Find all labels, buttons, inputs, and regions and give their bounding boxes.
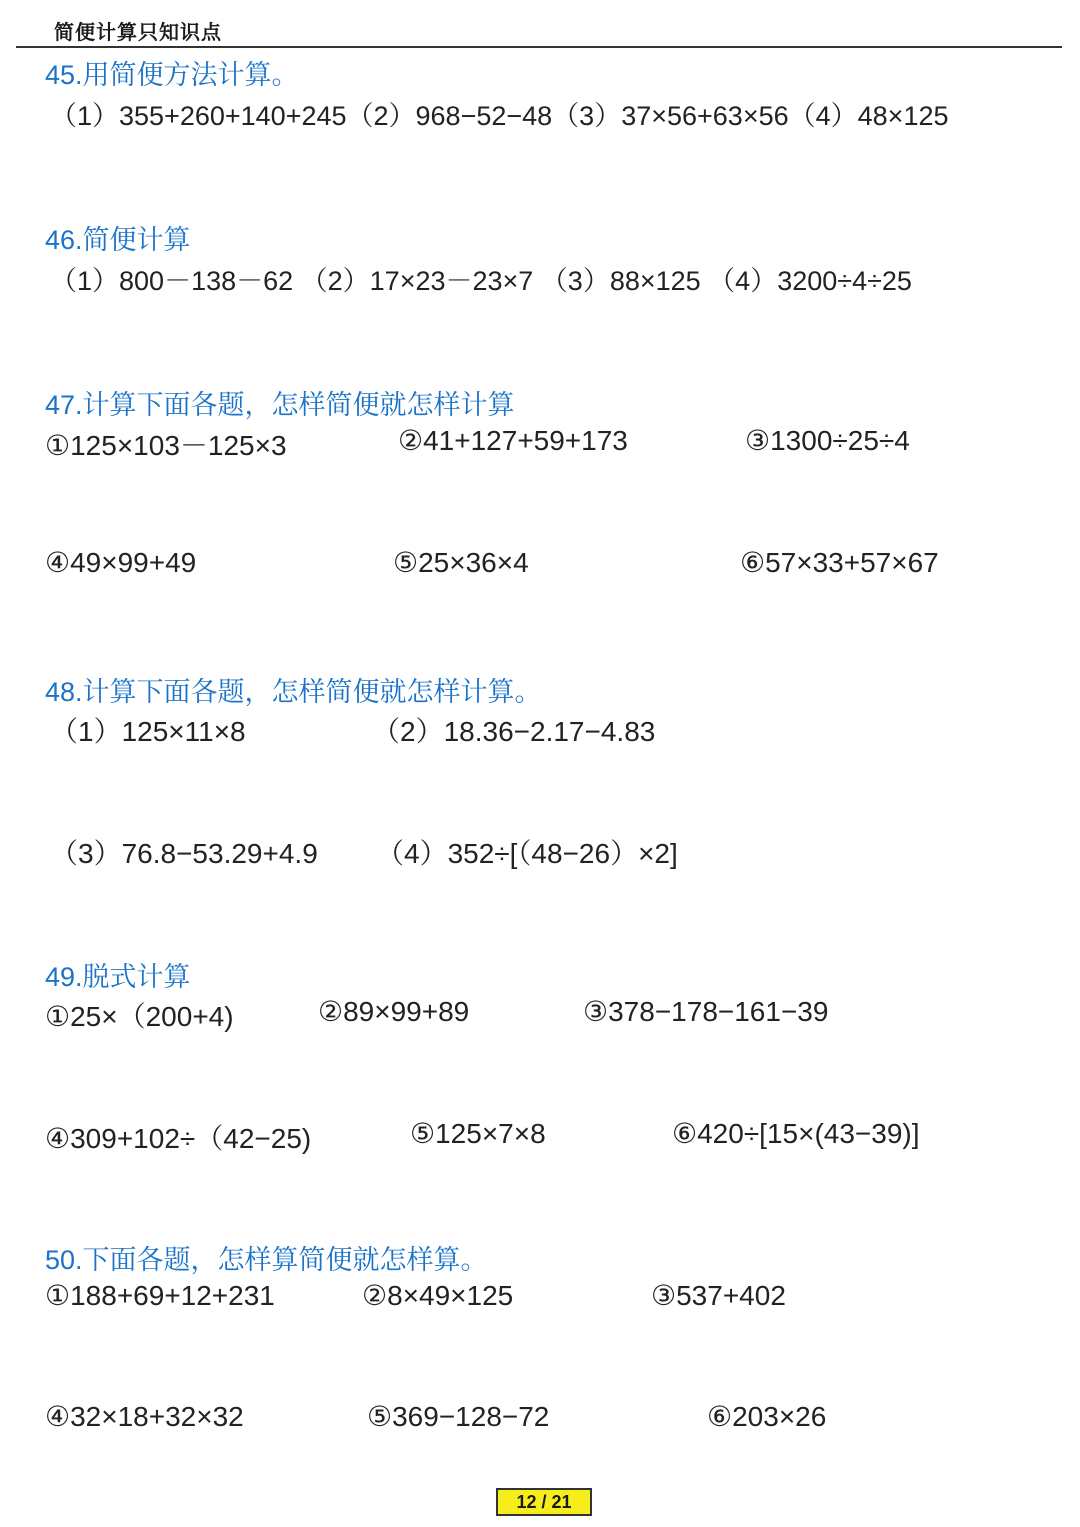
- page-header: [16, 0, 1062, 48]
- problem-47-2: ②41+127+59+173: [398, 425, 628, 456]
- problem-47-4: ④49×99+49: [45, 547, 197, 578]
- problem-50-1: ①188+69+12+231: [45, 1280, 275, 1311]
- problem-48-1: （1）125×11×8: [50, 716, 246, 747]
- problem-49-2: ②89×99+89: [318, 996, 470, 1027]
- section-title-46: 46.简便计算: [45, 225, 191, 255]
- section-title-50: 50.下面各题，怎样算简便就怎样算。: [45, 1245, 488, 1275]
- header-title: 简便计算只知识点: [54, 20, 222, 44]
- problem-47-1: ①125×103－125×3: [45, 430, 287, 461]
- problem-49-1: ①25×（200+4): [45, 1001, 234, 1032]
- problem-47-5: ⑤25×36×4: [393, 547, 529, 578]
- problem-50-3: ③537+402: [651, 1280, 786, 1311]
- problem-46: （1）800－138－62 （2）17×23－23×7 （3）88×125 （4）3200÷4÷25: [50, 266, 912, 296]
- problem-49-4: ④309+102÷（42−25): [45, 1123, 312, 1154]
- problem-49-3: ③378−178−161−39: [583, 996, 829, 1027]
- problem-48-3: （3）76.8−53.29+4.9: [50, 838, 318, 869]
- section-title-45: 45.用简便方法计算。: [45, 60, 299, 90]
- problem-48-4: （4）352÷[（48−26）×2]: [376, 838, 678, 869]
- problem-50-2: ②8×49×125: [362, 1280, 514, 1311]
- problem-47-6: ⑥57×33+57×67: [740, 547, 939, 578]
- problem-50-4: ④32×18+32×32: [45, 1401, 244, 1432]
- section-title-48: 48.计算下面各题，怎样简便就怎样计算。: [45, 677, 542, 707]
- problem-48-2: （2）18.36−2.17−4.83: [372, 716, 656, 747]
- section-title-49: 49.脱式计算: [45, 962, 191, 992]
- problem-47-3: ③1300÷25÷4: [745, 425, 910, 456]
- section-title-47: 47.计算下面各题，怎样简便就怎样计算: [45, 390, 515, 420]
- page-number: 12 / 21: [496, 1488, 592, 1516]
- problem-49-6: ⑥420÷[15×(43−39)]: [672, 1118, 920, 1149]
- problem-50-6: ⑥203×26: [707, 1401, 827, 1432]
- problem-45: （1）355+260+140+245（2）968−52−48（3）37×56+63×56（4）48×125: [50, 101, 949, 131]
- problem-50-5: ⑤369−128−72: [367, 1401, 550, 1432]
- problem-49-5: ⑤125×7×8: [410, 1118, 546, 1149]
